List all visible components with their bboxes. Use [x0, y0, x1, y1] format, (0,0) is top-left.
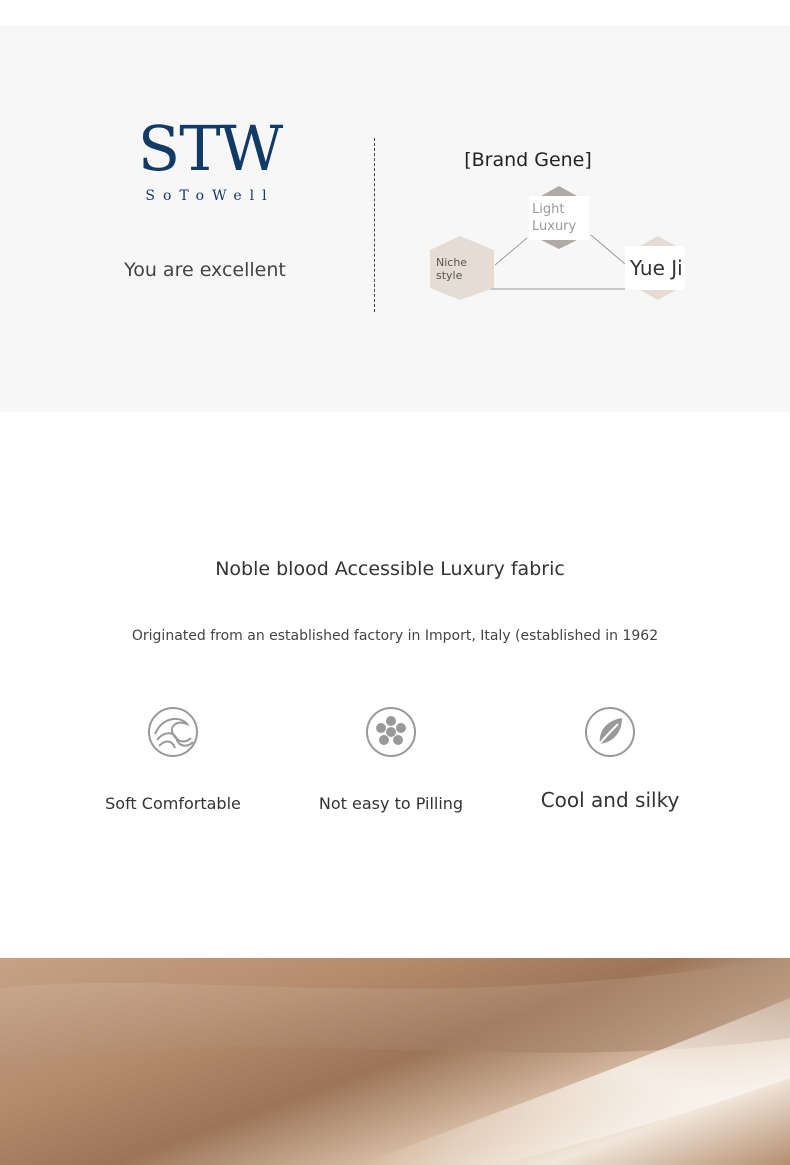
light-luxury-label-1: Light — [532, 202, 565, 217]
soft-swirl-icon — [147, 706, 199, 758]
hex-niche-style — [430, 236, 494, 300]
light-luxury-label-2: Luxury — [532, 219, 577, 234]
brand-tagline: You are excellent — [124, 259, 286, 281]
hex-light-luxury — [529, 186, 589, 249]
hex-yue-ji — [625, 236, 685, 300]
leaf-icon — [584, 706, 636, 758]
feature-cool-silky — [510, 706, 710, 812]
brand-logo-subtitle: SoToWell — [145, 188, 275, 204]
yue-ji-label: Yue Ji — [630, 256, 683, 280]
hex-cap-top — [640, 236, 676, 246]
fabric-title: Noble blood Accessible Luxury fabric — [215, 558, 565, 580]
anti-pilling-icon — [365, 706, 417, 758]
feature-soft-comfortable — [73, 706, 273, 813]
connector-line — [591, 235, 625, 264]
feature-label: Not easy to Pilling — [318, 794, 464, 813]
niche-label-2: style — [436, 269, 463, 282]
hex-cap-top — [541, 186, 577, 196]
feature-label: Cool and silky — [540, 788, 680, 812]
brand-logo: STW — [137, 112, 283, 185]
brand-gene-title: [Brand Gene] — [464, 149, 592, 171]
feature-label: Soft Comfortable — [105, 794, 241, 813]
feature-anti-pilling — [291, 706, 491, 813]
niche-label-1: Niche — [436, 256, 468, 269]
fabric-subtitle: Originated from an established factory in Import, Italy (established in 1962 — [131, 628, 659, 644]
hex-cap-bottom — [640, 290, 676, 300]
section-divider — [374, 138, 375, 312]
fabric-folds — [0, 958, 790, 1165]
connector-line — [495, 238, 527, 265]
hex-cap-bottom — [541, 240, 577, 249]
brand-gene-diagram — [420, 180, 720, 310]
fabric-texture-image — [0, 958, 790, 1165]
